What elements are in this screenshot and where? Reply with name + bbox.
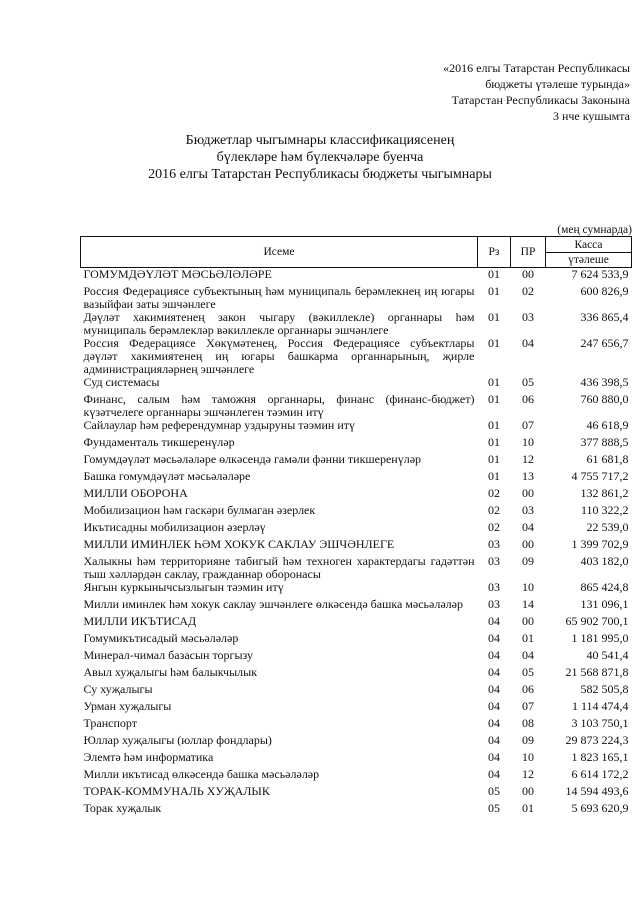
row-pr: 00 <box>522 614 534 628</box>
header-rz: Рз <box>478 237 511 268</box>
row-rz: 05 <box>488 801 500 815</box>
note-line-4: 3 нче кушымта <box>552 109 630 123</box>
row-rz: 03 <box>488 537 500 551</box>
row-name: Россия Федерациясе субъектының һәм муниципаль берәмлекнең иң югары вазыйфаи заты эшчәнлеге <box>83 284 475 311</box>
row-rz: 04 <box>488 665 500 679</box>
row-amount: 110 322,2 <box>580 503 629 517</box>
row-pr: 05 <box>522 665 534 679</box>
table-row <box>81 470 632 487</box>
table-row <box>81 419 632 436</box>
header-amount-top: Касса <box>574 238 603 251</box>
table-row <box>81 538 632 555</box>
row-name: Фундаменталь тикшеренүләр <box>83 435 235 449</box>
row-rz: 03 <box>488 554 500 568</box>
table-row <box>81 785 632 802</box>
table-row <box>81 436 632 453</box>
row-name: МИЛЛИ ОБОРОНА <box>83 486 188 500</box>
table-row <box>81 700 632 717</box>
row-name: Су хуҗалыгы <box>83 682 153 696</box>
row-name: МИЛЛИ ИКЪТИСАД <box>83 614 197 628</box>
row-pr: 01 <box>522 631 534 645</box>
table-row <box>81 802 632 819</box>
row-pr: 00 <box>522 537 534 551</box>
row-name: Мобилизацион һәм гаскәри булмаган әзерлек <box>83 503 316 517</box>
table-row <box>81 649 632 666</box>
table-row <box>81 376 632 393</box>
row-rz: 04 <box>488 648 500 662</box>
row-pr: 13 <box>522 469 534 483</box>
row-rz: 02 <box>488 520 500 534</box>
row-amount: 5 693 620,9 <box>571 801 629 815</box>
row-name: Суд системасы <box>83 375 160 389</box>
row-pr: 12 <box>522 767 534 781</box>
table-row <box>81 598 632 615</box>
row-name: МИЛЛИ ИМИНЛЕК ҺӘМ ХОКУК САКЛАУ ЭШЧӘНЛЕГЕ <box>83 537 395 551</box>
row-rz: 01 <box>488 435 500 449</box>
row-rz: 02 <box>488 503 500 517</box>
title-line-1: Бюджетлар чыгымнары классификациясенең <box>185 133 455 148</box>
row-amount: 6 614 172,2 <box>571 767 629 781</box>
row-pr: 09 <box>522 554 534 568</box>
table-row <box>81 285 632 311</box>
row-pr: 04 <box>522 520 534 534</box>
row-name: Урман хуҗалыгы <box>83 699 172 713</box>
row-amount: 29 873 224,3 <box>565 733 629 747</box>
row-name: Финанс, салым һәм таможня органнары, финанс (финанс-бюджет) күзәтчелеге органнары эшчәнлеген тәэмин итү <box>83 392 475 419</box>
row-amount: 131 096,1 <box>580 597 629 611</box>
row-rz: 04 <box>488 767 500 781</box>
table-row <box>81 632 632 649</box>
header-pr: ПР <box>511 237 546 268</box>
row-rz: 02 <box>488 486 500 500</box>
row-amount: 1 181 995,0 <box>571 631 629 645</box>
row-amount: 247 656,7 <box>580 336 629 350</box>
row-name: Элемтә һәм информатика <box>83 750 214 764</box>
row-rz: 01 <box>488 375 500 389</box>
table-row <box>81 581 632 598</box>
row-pr: 09 <box>522 733 534 747</box>
row-amount: 61 681,8 <box>586 452 629 466</box>
row-amount: 1 399 702,9 <box>571 537 629 551</box>
row-rz: 04 <box>488 750 500 764</box>
row-pr: 04 <box>522 648 534 662</box>
row-pr: 00 <box>522 486 534 500</box>
table-row <box>81 393 632 419</box>
table-row <box>81 615 632 632</box>
row-amount: 436 398,5 <box>580 375 629 389</box>
row-pr: 08 <box>522 716 534 730</box>
table-row <box>81 337 632 376</box>
row-pr: 07 <box>522 418 534 432</box>
row-amount: 1 823 165,1 <box>571 750 629 764</box>
document-title <box>0 132 640 183</box>
row-name: Сайлаулар һәм референдумнар уздыруны тәэмин итү <box>83 418 356 432</box>
row-pr: 10 <box>522 435 534 449</box>
row-name: Минерал-чимал базасын торгызу <box>83 648 254 662</box>
row-name: Дәүләт хакимиятенең закон чыгару (вәкиллекле) органнары һәм муниципаль берәмлекләр вәкиллекле органнары эшчәнлеге <box>83 310 475 337</box>
table-row <box>81 555 632 581</box>
row-pr: 02 <box>522 284 534 298</box>
table-row <box>81 268 632 286</box>
row-rz: 04 <box>488 733 500 747</box>
header-amount-bottom: үтәлеше <box>546 252 631 266</box>
row-amount: 22 539,0 <box>586 520 629 534</box>
row-pr: 03 <box>522 503 534 517</box>
row-rz: 04 <box>488 614 500 628</box>
row-rz: 04 <box>488 631 500 645</box>
row-name: ТОРАК-КОММУНАЛЬ ХУҖАЛЫК <box>83 784 270 798</box>
row-amount: 21 568 871,8 <box>565 665 629 679</box>
row-pr: 14 <box>522 597 534 611</box>
row-amount: 65 902 700,1 <box>565 614 629 628</box>
table-row <box>81 666 632 683</box>
table-row <box>81 487 632 504</box>
row-name: Авыл хуҗалыгы һәм балыкчылык <box>83 665 258 679</box>
row-rz: 01 <box>488 452 500 466</box>
row-pr: 10 <box>522 750 534 764</box>
note-line-1: «2016 елгы Татарстан Республикасы <box>443 61 630 75</box>
table-row <box>81 504 632 521</box>
row-rz: 03 <box>488 597 500 611</box>
row-rz: 03 <box>488 580 500 594</box>
row-amount: 4 755 717,2 <box>571 469 629 483</box>
row-rz: 01 <box>488 310 500 324</box>
row-rz: 01 <box>488 469 500 483</box>
table-row <box>81 521 632 538</box>
row-pr: 00 <box>522 784 534 798</box>
row-name: Милли иминлек һәм хокук саклау эшчәнлеге өлкәсендә башка мәсьәләләр <box>83 597 463 611</box>
row-amount: 336 865,4 <box>580 310 629 324</box>
row-pr: 00 <box>522 267 534 281</box>
row-name: Икътисадны мобилизацион әзерләү <box>83 520 266 534</box>
law-appendix-note <box>330 60 630 124</box>
row-name: Россия Федерациясе Хөкүмәтенең, Россия Федерациясе субъектлары дәүләт хакимиятенең иң югары башкарма органнарының, җирле администрацияләрнең эшчәнлеге <box>83 336 475 376</box>
row-pr: 04 <box>522 336 534 350</box>
row-pr: 07 <box>522 699 534 713</box>
row-rz: 01 <box>488 284 500 298</box>
row-amount: 132 861,2 <box>580 486 629 500</box>
row-rz: 01 <box>488 392 500 406</box>
budget-table <box>80 236 632 819</box>
row-pr: 03 <box>522 310 534 324</box>
row-pr: 10 <box>522 580 534 594</box>
row-amount: 14 594 493,6 <box>565 784 629 798</box>
row-name: Башка гомумдәүләт мәсьәләләре <box>83 469 251 483</box>
row-amount: 377 888,5 <box>580 435 629 449</box>
header-amount <box>546 237 632 268</box>
note-line-2: бюджеты үтәлеше турында» <box>485 77 630 91</box>
row-rz: 01 <box>488 336 500 350</box>
row-amount: 40 541,4 <box>586 648 629 662</box>
table-row <box>81 717 632 734</box>
row-amount: 46 618,9 <box>586 418 629 432</box>
row-rz: 01 <box>488 418 500 432</box>
table-row <box>81 768 632 785</box>
table-row <box>81 734 632 751</box>
header-name: Исеме <box>81 237 478 268</box>
row-amount: 865 424,8 <box>580 580 629 594</box>
row-amount: 403 182,0 <box>580 554 629 568</box>
row-name: Халыкны һәм территорияне табигый һәм техноген характердагы гадәттән тыш хәлләрдән саклау, гражданнар оборонасы <box>83 554 475 581</box>
row-rz: 05 <box>488 784 500 798</box>
units-label: (мең сумнарда) <box>557 224 632 236</box>
row-pr: 06 <box>522 392 534 406</box>
row-name: ГОМУМДӘҮЛӘТ МӘСЬӘЛӘЛӘРЕ <box>83 267 272 281</box>
row-pr: 06 <box>522 682 534 696</box>
row-pr: 12 <box>522 452 534 466</box>
table-row <box>81 751 632 768</box>
title-line-3: 2016 елгы Татарстан Республикасы бюджеты чыгымнары <box>148 167 492 182</box>
table-row <box>81 683 632 700</box>
row-pr: 05 <box>522 375 534 389</box>
row-amount: 760 880,0 <box>580 392 629 406</box>
row-name: Янгын куркынычсызлыгын тәэмин итү <box>83 580 284 594</box>
row-pr: 01 <box>522 801 534 815</box>
row-rz: 01 <box>488 267 500 281</box>
row-name: Юллар хуҗалыгы (юллар фондлары) <box>83 733 272 747</box>
table-header-row <box>81 237 632 268</box>
table-body <box>81 268 632 820</box>
row-name: Милли икътисад өлкәсендә башка мәсьәләләр <box>83 767 320 781</box>
row-name: Торак хуҗалык <box>83 801 162 815</box>
title-line-2: бүлекләре һәм бүлекчәләре буенча <box>216 150 424 165</box>
row-name: Транспорт <box>83 716 137 730</box>
row-amount: 7 624 533,9 <box>571 267 629 281</box>
row-rz: 04 <box>488 716 500 730</box>
note-line-3: Татарстан Республикасы Законына <box>451 93 630 107</box>
row-rz: 04 <box>488 682 500 696</box>
row-name: Гомумдәүләт мәсьәләләре өлкәсендә гамәли фәнни тикшеренүләр <box>83 452 422 466</box>
row-amount: 1 114 474,4 <box>571 699 629 713</box>
row-amount: 582 505,8 <box>580 682 629 696</box>
row-name: Гомумикътисадый мәсьәләләр <box>83 631 239 645</box>
row-amount: 3 103 750,1 <box>571 716 629 730</box>
table-row <box>81 453 632 470</box>
table-row <box>81 311 632 337</box>
row-rz: 04 <box>488 699 500 713</box>
row-amount: 600 826,9 <box>580 284 629 298</box>
